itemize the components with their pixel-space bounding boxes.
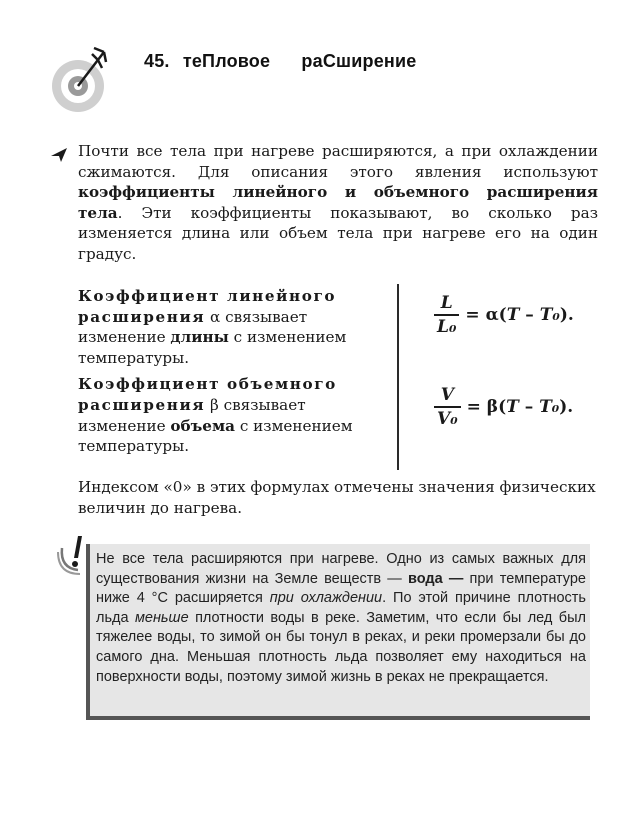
exclamation-swirl-icon bbox=[56, 530, 100, 580]
intro-text-2: . Эти коэффициенты показывают, во сколько раз изменяется длина или объем тела при нагреве его на один градус. bbox=[78, 203, 598, 263]
fraction-bar bbox=[434, 406, 461, 408]
vertical-divider bbox=[397, 284, 399, 470]
rhs-minus: – bbox=[519, 304, 540, 325]
formula-volume bbox=[434, 385, 573, 429]
rhs-T0: T₀ bbox=[539, 304, 560, 325]
fraction-bar bbox=[434, 314, 459, 316]
definition-text-b: с изменением температуры. bbox=[78, 328, 347, 367]
formula-rhs bbox=[465, 305, 573, 325]
definition-text-a: связывает изменение bbox=[78, 307, 308, 347]
definition-term: Коэффициент линейного расширения bbox=[78, 287, 337, 326]
fraction-numerator: V bbox=[440, 385, 454, 405]
formula-rhs bbox=[467, 397, 574, 417]
definition-symbol: β bbox=[210, 395, 219, 414]
fraction bbox=[434, 293, 459, 337]
chapter-title bbox=[144, 51, 416, 72]
note-t1: Не все тела расширяются при нагреве. Одно из самых важных для существования жизни на Земле веществ — bbox=[96, 551, 586, 587]
definition-text-a: связывает изменение bbox=[78, 395, 306, 435]
chapter-title-word2: раСширение bbox=[301, 51, 417, 71]
rhs-post: ). bbox=[559, 304, 574, 325]
definition-bold: длины bbox=[170, 328, 229, 347]
note-t2: при температуре ниже 4 °С расширяется bbox=[96, 570, 586, 607]
note-text bbox=[96, 550, 586, 687]
definition-text-b: с изменением температуры. bbox=[78, 416, 353, 456]
fraction-denominator: L₀ bbox=[437, 316, 457, 337]
index-note: Индексом «0» в этих формулах отмечены значения физических величин до нагрева. bbox=[78, 478, 596, 517]
definition-linear bbox=[78, 286, 383, 368]
rhs-minus: – bbox=[518, 396, 540, 417]
note-t3: . По этой причине плотность льда bbox=[96, 590, 586, 626]
target-arrow-icon bbox=[48, 38, 118, 118]
rhs-T0: T₀ bbox=[539, 396, 560, 417]
definition-bold: объема bbox=[170, 416, 235, 435]
intro-bold: коэффициенты линейного и объемного расширения тела bbox=[78, 183, 598, 222]
note-t4: плотности воды в реке. Заметим, что если бы лед был тяжелее воды, то зимой он бы тонул в реках, и реки промерзали бы до самого дна. Меньшая плотность льда позволяет ему находиться на поверхности воды, поэтому зимой жизнь в реках не прекращается. bbox=[96, 609, 586, 685]
formula-linear bbox=[434, 293, 574, 337]
fraction bbox=[434, 385, 461, 429]
definition-volume bbox=[78, 374, 383, 456]
note-italic-1: при охлаждении bbox=[269, 590, 383, 607]
pointer-arrow-icon bbox=[50, 147, 68, 163]
intro-text-1: Почти все тела при нагреве расширяются, а при охлаждении сжимаются. Для описания этого явления используют bbox=[78, 142, 598, 181]
rhs-T: T bbox=[506, 396, 519, 417]
rhs-post: ). bbox=[559, 396, 574, 417]
fraction-numerator: L bbox=[440, 293, 453, 313]
note-italic-2: меньше bbox=[134, 609, 189, 626]
fraction-denominator: V₀ bbox=[437, 408, 458, 429]
definitions bbox=[78, 286, 383, 463]
chapter-title-word1: теПловое bbox=[182, 51, 271, 71]
rhs-T: T bbox=[506, 304, 520, 325]
rhs-pre: = α( bbox=[465, 304, 507, 325]
chapter-number: 45. bbox=[144, 51, 170, 71]
intro-paragraph bbox=[78, 141, 598, 265]
definition-symbol: α bbox=[210, 307, 221, 326]
note-bold-water: вода — bbox=[407, 570, 464, 587]
rhs-pre: = β( bbox=[466, 396, 507, 417]
definition-term: Коэффициент объемного расширения bbox=[78, 375, 337, 414]
